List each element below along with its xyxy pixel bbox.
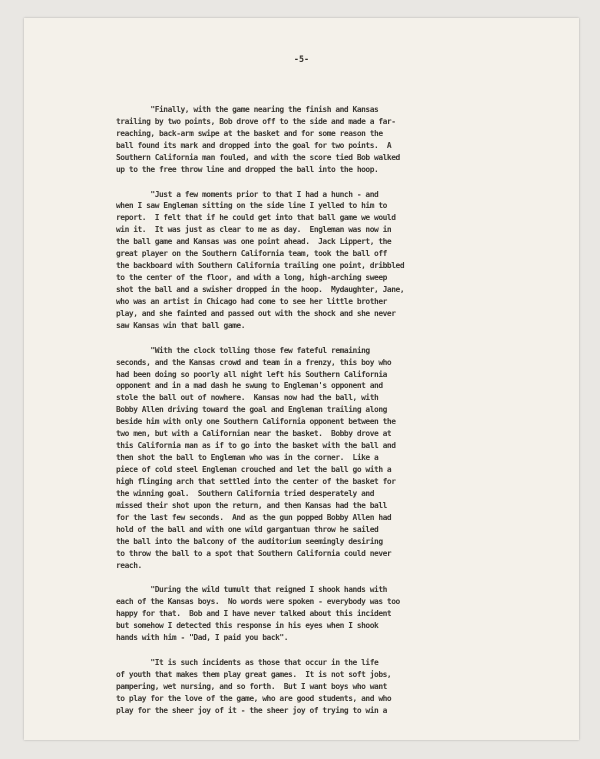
text-line: the backboard with Southern California trailing one point, dribbled bbox=[116, 261, 405, 271]
text-line: reaching, back-arm swipe at the basket and for some reason the bbox=[116, 128, 383, 138]
text-line: the ball into the balcony of the auditorium seemingly desiring bbox=[116, 536, 383, 546]
document-page bbox=[24, 18, 579, 740]
text-line: "It is such incidents as those that occur in the life bbox=[116, 657, 379, 667]
text-line: happy for that. Bob and I have never talked about this incident bbox=[116, 609, 392, 619]
paragraph-1 bbox=[116, 104, 536, 176]
text-line: of youth that makes them play great games. It is not soft jobs, bbox=[116, 669, 392, 679]
text-line: who was an artist in Chicago had come to see her little brother bbox=[116, 296, 387, 306]
text-line: "With the clock tolling those few fateful remaining bbox=[116, 345, 370, 355]
typed-letter-body bbox=[116, 104, 536, 730]
text-line: play for the sheer joy of it - the sheer joy of trying to win a bbox=[116, 705, 387, 715]
text-line: but somehow I detected this response in his eyes when I shook bbox=[116, 621, 379, 631]
text-line: pampering, wet nursing, and so forth. But I want boys who want bbox=[116, 681, 387, 691]
text-line: to play for the love of the game, who are good students, and who bbox=[116, 693, 392, 703]
text-line: when I saw Engleman sitting on the side line I yelled to him to bbox=[116, 201, 387, 211]
text-line: to throw the ball to a spot that Southern California could never bbox=[116, 548, 392, 558]
paragraph-2 bbox=[116, 189, 536, 332]
paragraph-3 bbox=[116, 345, 536, 572]
text-line: trailing by two points, Bob drove off to the side and made a far- bbox=[116, 116, 396, 126]
text-line: reach. bbox=[116, 560, 142, 570]
text-line: the ball game and Kansas was one point ahead. Jack Lippert, the bbox=[116, 237, 392, 247]
text-line: stole the ball out of nowhere. Kansas now had the ball, with bbox=[116, 393, 379, 403]
text-line: beside him with only one Southern California opponent between the bbox=[116, 417, 396, 427]
page-number: -5- bbox=[293, 54, 310, 64]
text-line: then shot the ball to Engleman who was in the corner. Like a bbox=[116, 453, 379, 463]
text-line: shot the ball and a swisher dropped in the hoop. Mydaughter, Jane, bbox=[116, 285, 405, 295]
paragraph-4 bbox=[116, 584, 536, 644]
text-line: this California man as if to go into the basket with the ball and bbox=[116, 441, 396, 451]
text-line: the winning goal. Southern California tried desperately and bbox=[116, 488, 375, 498]
text-line: "During the wild tumult that reigned I shook hands with bbox=[116, 585, 387, 595]
paragraph-5 bbox=[116, 657, 536, 717]
text-line: Bobby Allen driving toward the goal and Engleman trailing along bbox=[116, 405, 387, 415]
text-line: ball found its mark and dropped into the goal for two points. A bbox=[116, 140, 392, 150]
text-line: piece of cold steel Engleman crouched and let the ball go with a bbox=[116, 465, 392, 475]
text-line: opponent and in a mad dash he swung to Engleman's opponent and bbox=[116, 381, 383, 391]
text-line: hands with him - "Dad, I paid you back". bbox=[116, 633, 289, 643]
text-line: high flinging arch that settled into the center of the basket for bbox=[116, 476, 396, 486]
text-line: two men, but with a Californian near the basket. Bobby drove at bbox=[116, 429, 392, 439]
text-line: up to the free throw line and dropped the ball into the hoop. bbox=[116, 164, 379, 174]
text-line: play, and she fainted and passed out with the shock and she never bbox=[116, 308, 396, 318]
text-line: hold of the ball and with one wild gargantuan throw he sailed bbox=[116, 524, 379, 534]
text-line: each of the Kansas boys. No words were spoken - everybody was too bbox=[116, 597, 400, 607]
text-line: for the last few seconds. And as the gun popped Bobby Allen had bbox=[116, 512, 392, 522]
text-line: "Finally, with the game nearing the finish and Kansas bbox=[116, 105, 379, 114]
text-line: great player on the Southern California team, took the ball off bbox=[116, 249, 387, 259]
text-line: missed their shot upon the return, and then Kansas had the ball bbox=[116, 500, 387, 510]
text-line: "Just a few moments prior to that I had a hunch - and bbox=[116, 189, 379, 199]
text-line: seconds, and the Kansas crowd and team in a frenzy, this boy who bbox=[116, 357, 392, 367]
text-line: win it. It was just as clear to me as day. Engleman was now in bbox=[116, 225, 392, 235]
text-line: saw Kansas win that ball game. bbox=[116, 320, 246, 330]
text-line: had been doing so poorly all night left his Southern California bbox=[116, 369, 387, 379]
text-line: report. I felt that if he could get into that ball game we would bbox=[116, 213, 396, 223]
text-line: to the center of the floor, and with a long, high-arching sweep bbox=[116, 273, 387, 283]
text-line: Southern California man fouled, and with the score tied Bob walked bbox=[116, 152, 400, 162]
